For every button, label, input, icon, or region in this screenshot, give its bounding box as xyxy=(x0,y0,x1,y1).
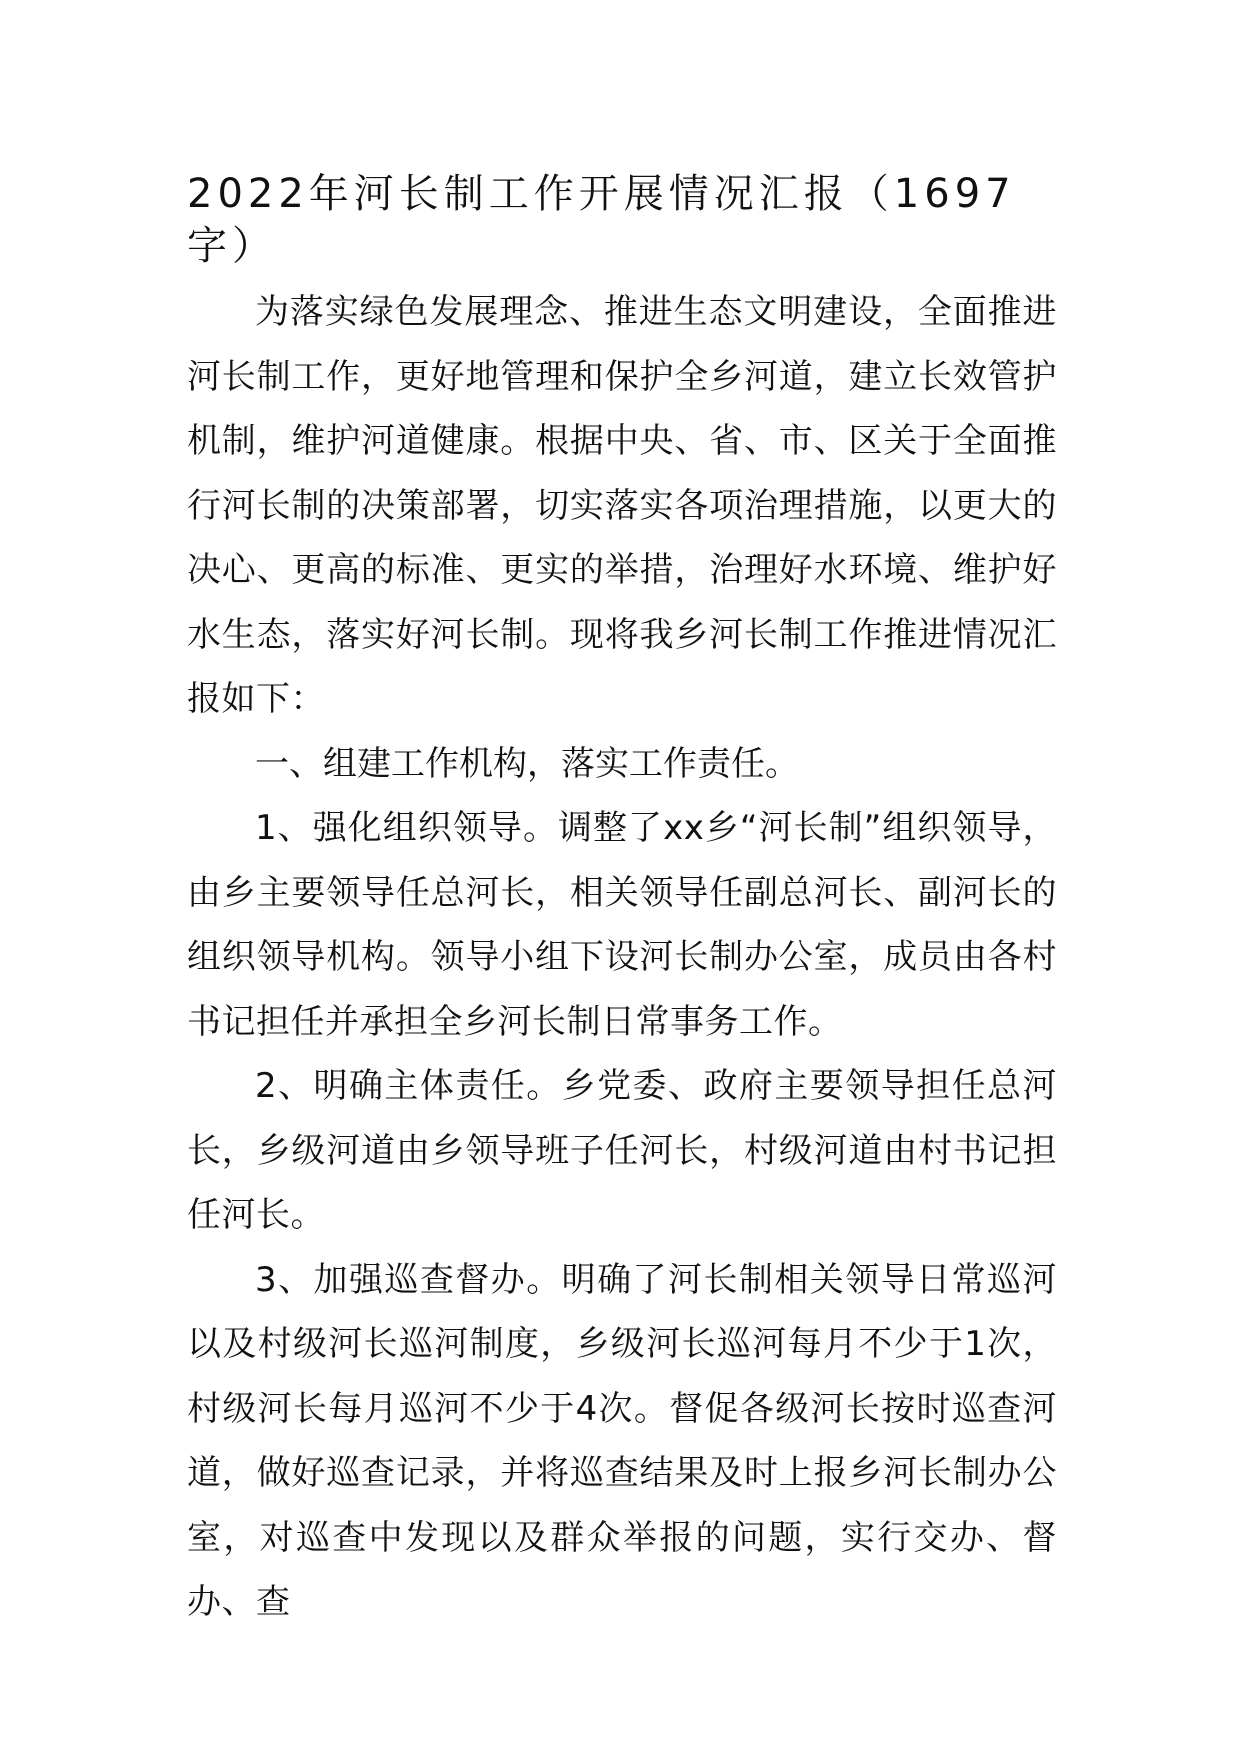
document-title: 2022年河长制工作开展情况汇报（1697字） xyxy=(187,171,1016,269)
document-body xyxy=(187,168,1057,1635)
paragraph-item-3: 3、加强巡查督办。明确了河长制相关领导日常巡河以及村级河长巡河制度，乡级河长巡河每月不少于1次，村级河长每月巡河不少于4次。督促各级河长按时巡查河道，做好巡查记录，并将巡查结果及时上报乡河长制办公室，对巡查中发现以及群众举报的问题，实行交办、督办、查 xyxy=(187,1259,1057,1622)
intro-paragraph: 为落实绿色发展理念、推进生态文明建设，全面推进河长制工作，更好地管理和保护全乡河道，建立长效管护机制，维护河道健康。根据中央、省、市、区关于全面推行河长制的决策部署，切实落实各项治理措施，以更大的决心、更高的标准、更实的举措，治理好水环境、维护好水生态，落实好河长制。现将我乡河长制工作推进情况汇报如下： xyxy=(187,292,1057,719)
section-heading-1: 一、组建工作机构，落实工作责任。 xyxy=(255,743,799,784)
paragraph-item-2: 2、明确主体责任。乡党委、政府主要领导担任总河长，乡级河道由乡领导班子任河长，村级河道由村书记担任河长。 xyxy=(187,1066,1057,1235)
paragraph-item-1: 1、强化组织领导。调整了xx乡“河长制”组织领导，由乡主要领导任总河长，相关领导任副总河长、副河长的组织领导机构。领导小组下设河长制办公室，成员由各村书记担任并承担全乡河长制日常事务工作。 xyxy=(187,808,1057,1042)
